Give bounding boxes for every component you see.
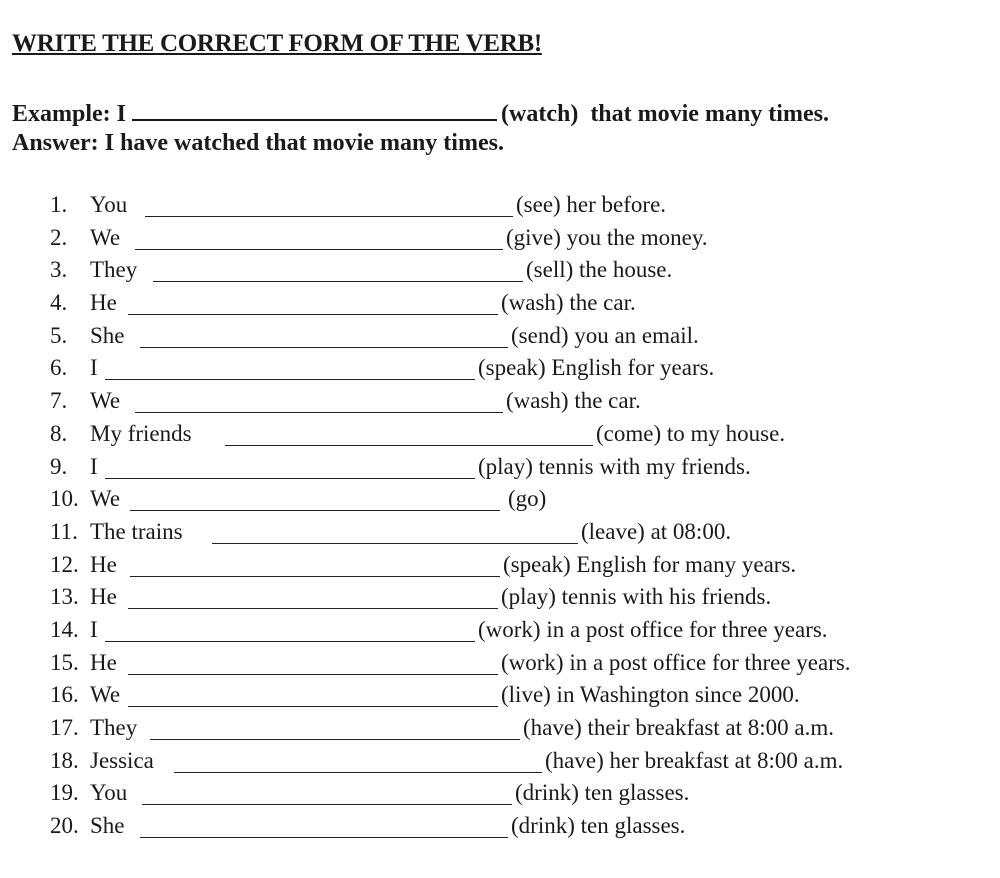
item-number: 4. [50,290,68,316]
item-verb-hint: (wash) the car. [506,388,641,414]
item-verb-hint: (work) in a post office for three years. [501,649,851,675]
item-number: 3. [50,257,68,283]
answer-blank-line[interactable] [140,347,508,348]
exercise-list [50,192,970,846]
item-verb-hint: (speak) English for many years. [503,551,797,577]
item-subject: You [90,780,128,806]
item-verb-hint: (play) tennis with his friends. [501,584,772,610]
exercise-item [50,519,970,552]
item-number: 19. [50,780,79,806]
answer-blank-line[interactable] [128,706,498,707]
item-verb-hint: (drink) ten glasses. [511,813,686,839]
example-hint: (watch) [501,101,579,127]
item-verb-hint: (have) her breakfast at 8:00 a.m. [545,747,844,773]
exercise-item [50,323,970,356]
item-number: 13. [50,584,79,610]
example-blank [132,97,497,121]
answer-blank-line[interactable] [128,314,498,315]
item-verb-hint: (wash) the car. [501,290,636,316]
answer-blank-line[interactable] [105,478,475,479]
answer-line: Answer: I have watched that movie many times. [12,130,504,156]
item-subject: He [90,290,117,316]
exercise-item [50,454,970,487]
answer-blank-line[interactable] [212,543,578,544]
item-subject: I [90,616,98,642]
example-prefix: Example: I [12,101,126,127]
item-subject: Jessica [90,747,154,773]
exercise-item [50,192,970,225]
item-subject: I [90,453,98,479]
exercise-item [50,715,970,748]
item-verb-hint: (work) in a post office for three years. [478,616,828,642]
item-number: 1. [50,192,68,217]
answer-blank-line[interactable] [105,641,475,642]
exercise-item [50,682,970,715]
item-subject: My friends [90,420,192,446]
item-verb-hint: (live) in Washington since 2000. [501,682,800,708]
answer-blank-line[interactable] [174,772,542,773]
answer-blank-line[interactable] [128,608,498,609]
item-subject: We [90,682,121,708]
item-number: 17. [50,715,79,740]
item-number: 2. [50,224,68,250]
item-verb-hint: (sell) the house. [526,257,673,283]
answer-blank-line[interactable] [135,249,503,250]
item-subject: They [90,715,138,740]
item-verb-hint: (come) to my house. [596,420,786,446]
item-subject: He [90,649,117,675]
exercise-item [50,813,970,846]
item-number: 8. [50,420,68,446]
example-rest: that movie many times. [590,101,829,127]
exercise-item [50,486,970,519]
exercise-item [50,650,970,683]
item-verb-hint: (go) [508,486,547,512]
worksheet-title: WRITE THE CORRECT FORM OF THE VERB! [12,30,542,57]
item-verb-hint: (see) her before. [516,192,667,217]
item-verb-hint: (drink) ten glasses. [515,780,690,806]
exercise-item [50,355,970,388]
example-line [12,97,829,128]
item-subject: He [90,551,117,577]
answer-blank-line[interactable] [130,510,500,511]
item-subject: I [90,355,98,381]
item-subject: She [90,322,125,348]
item-number: 7. [50,388,68,414]
answer-blank-line[interactable] [140,837,508,838]
exercise-item [50,290,970,323]
item-number: 14. [50,616,79,642]
item-verb-hint: (play) tennis with my friends. [478,453,751,479]
item-subject: You [90,192,128,217]
item-number: 6. [50,355,68,381]
answer-blank-line[interactable] [153,281,523,282]
item-verb-hint: (send) you an email. [511,322,699,348]
item-subject: The trains [90,518,183,544]
exercise-item [50,617,970,650]
exercise-item [50,780,970,813]
exercise-item [50,388,970,421]
item-number: 11. [50,518,78,544]
item-number: 18. [50,747,79,773]
item-subject: We [90,224,121,250]
item-verb-hint: (speak) English for years. [478,355,715,381]
item-verb-hint: (give) you the money. [506,224,708,250]
item-subject: They [90,257,138,283]
exercise-item [50,421,970,454]
item-number: 5. [50,322,68,348]
item-subject: We [90,486,121,512]
answer-blank-line[interactable] [225,445,593,446]
exercise-item [50,552,970,585]
item-number: 10. [50,486,79,512]
answer-blank-line[interactable] [145,216,513,217]
answer-blank-line[interactable] [150,739,520,740]
item-number: 20. [50,813,79,839]
exercise-item [50,584,970,617]
item-subject: She [90,813,125,839]
item-number: 16. [50,682,79,708]
exercise-item [50,257,970,290]
answer-blank-line[interactable] [105,379,475,380]
exercise-item [50,225,970,258]
item-number: 15. [50,649,79,675]
item-subject: We [90,388,121,414]
answer-blank-line[interactable] [135,412,503,413]
item-verb-hint: (leave) at 08:00. [581,518,732,544]
answer-blank-line[interactable] [128,674,498,675]
answer-blank-line[interactable] [130,576,500,577]
item-number: 12. [50,551,79,577]
item-verb-hint: (have) their breakfast at 8:00 a.m. [523,715,835,740]
item-subject: He [90,584,117,610]
item-number: 9. [50,453,68,479]
answer-blank-line[interactable] [142,804,512,805]
exercise-item [50,748,970,781]
